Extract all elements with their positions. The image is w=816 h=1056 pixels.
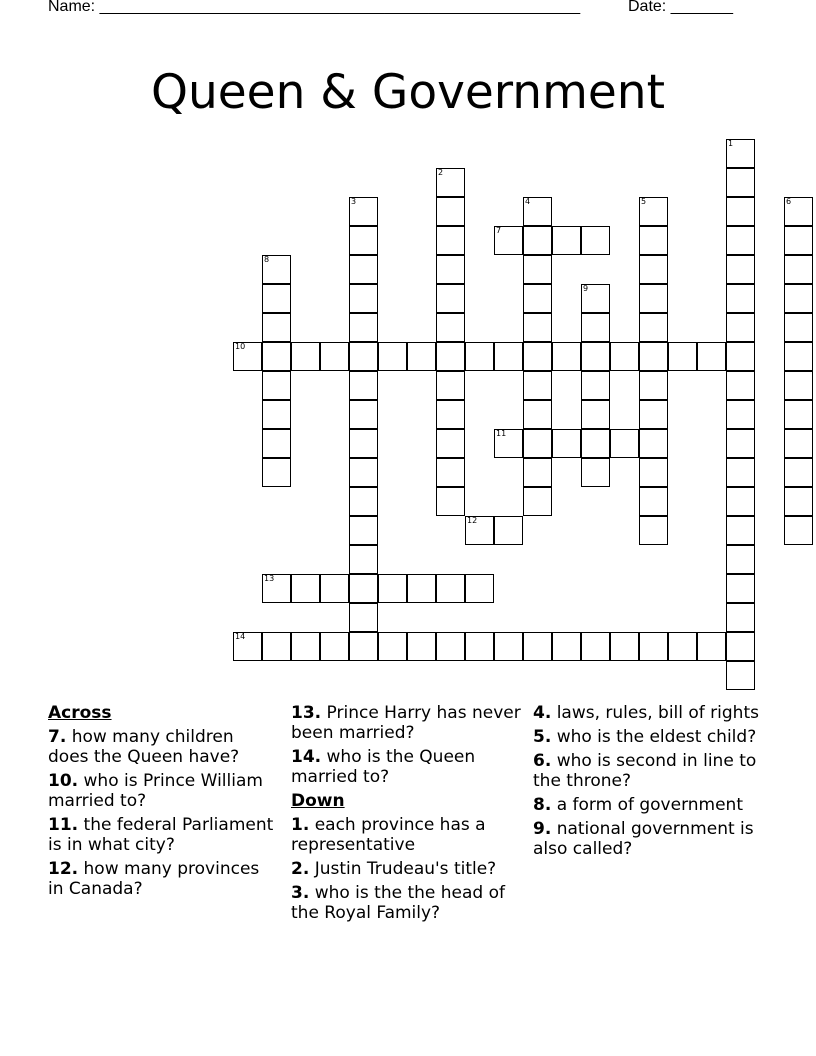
grid-cell[interactable] [639,313,668,342]
grid-cell[interactable] [523,371,552,400]
grid-cell[interactable] [262,429,291,458]
grid-cell[interactable] [784,371,813,400]
grid-cell[interactable] [726,400,755,429]
grid-cell[interactable] [523,458,552,487]
grid-cell[interactable] [639,342,668,371]
clue-number: 12. [48,859,79,879]
grid-cell[interactable] [639,516,668,545]
grid-cell[interactable] [436,574,465,603]
grid-cell[interactable] [610,342,639,371]
page-title: Queen & Government [150,65,666,121]
across-heading: Across [48,703,112,723]
grid-cell[interactable] [436,255,465,284]
grid-cell[interactable] [523,255,552,284]
grid-cell[interactable] [523,342,552,371]
grid-cell[interactable] [349,371,378,400]
clue-across-10 [48,771,278,811]
clue-text: Prince Harry has never been married? [291,703,521,743]
grid-cell[interactable] [726,487,755,516]
clue-number-label: 12 [467,516,478,525]
grid-cell[interactable] [726,516,755,545]
clue-number: 5. [533,727,552,747]
clue-text: how many children does the Queen have? [48,727,240,767]
grid-cell[interactable] [784,429,813,458]
date-field[interactable]: Date: _______ [628,0,733,15]
grid-cell[interactable] [639,284,668,313]
clue-number: 9. [533,819,552,839]
grid-cell[interactable] [349,545,378,574]
clue-number: 13. [291,703,322,723]
clue-number: 8. [533,795,552,815]
grid-cell[interactable] [349,284,378,313]
grid-cell[interactable] [552,226,581,255]
clue-text: Justin Trudeau's title? [314,859,497,879]
grid-cell[interactable] [784,313,813,342]
grid-cell[interactable] [552,632,581,661]
clue-number-label: 5 [641,197,647,206]
grid-cell[interactable] [436,226,465,255]
clue-number-label: 4 [525,197,531,206]
grid-cell[interactable] [494,342,523,371]
grid-cell[interactable] [494,632,523,661]
clue-text: laws, rules, bill of rights [556,703,759,723]
grid-cell[interactable] [784,255,813,284]
clue-number-label: 9 [583,284,589,293]
grid-cell[interactable] [784,284,813,313]
grid-cell[interactable] [726,574,755,603]
clue-number-label: 10 [235,342,246,351]
grid-cell[interactable] [610,429,639,458]
clue-number: 4. [533,703,552,723]
clue-text: who is Prince William married to? [48,771,263,811]
grid-cell[interactable] [349,487,378,516]
grid-cell[interactable] [436,168,465,197]
clue-text: who is second in line to the throne? [533,751,757,791]
grid-cell[interactable] [233,632,262,661]
grid-cell[interactable] [436,342,465,371]
grid-cell[interactable] [349,197,378,226]
clue-across-12 [48,859,278,899]
clue-down-2 [291,859,521,879]
clue-across-13 [291,703,521,743]
name-field[interactable]: Name: ______________________________________________________ [48,0,581,15]
grid-cell[interactable] [349,342,378,371]
clue-number-label: 7 [496,226,502,235]
grid-cell[interactable] [639,487,668,516]
grid-cell[interactable] [639,255,668,284]
grid-cell[interactable] [784,342,813,371]
grid-cell[interactable] [378,342,407,371]
clue-number-label: 13 [264,574,275,583]
grid-cell[interactable] [581,313,610,342]
grid-cell[interactable] [349,516,378,545]
clue-number-label: 3 [351,197,357,206]
grid-cell[interactable] [784,197,813,226]
clue-number: 6. [533,751,552,771]
clue-number-label: 8 [264,255,270,264]
clue-across-14 [291,747,521,787]
grid-cell[interactable] [465,516,494,545]
grid-cell[interactable] [262,342,291,371]
grid-cell[interactable] [436,284,465,313]
clue-down-3 [291,883,521,923]
grid-cell[interactable] [349,603,378,632]
grid-cell[interactable] [610,632,639,661]
grid-cell[interactable] [262,632,291,661]
clue-down-6 [533,751,763,791]
clue-down-1 [291,815,521,855]
grid-cell[interactable] [726,603,755,632]
grid-cell[interactable] [523,226,552,255]
grid-cell[interactable] [726,284,755,313]
grid-cell[interactable] [320,632,349,661]
grid-cell[interactable] [378,574,407,603]
grid-cell[interactable] [407,342,436,371]
grid-cell[interactable] [639,400,668,429]
grid-cell[interactable] [581,429,610,458]
grid-cell[interactable] [668,632,697,661]
grid-cell[interactable] [726,371,755,400]
grid-cell[interactable] [726,545,755,574]
grid-cell[interactable] [552,342,581,371]
grid-cell[interactable] [581,632,610,661]
grid-cell[interactable] [639,226,668,255]
clue-text: a form of government [556,795,743,815]
clue-number: 1. [291,815,310,835]
grid-cell[interactable] [262,458,291,487]
grid-cell[interactable] [581,342,610,371]
grid-cell[interactable] [552,429,581,458]
grid-cell[interactable] [726,139,755,168]
grid-cell[interactable] [262,574,291,603]
clue-down-4 [533,703,763,723]
grid-cell[interactable] [523,400,552,429]
clue-across-11 [48,815,278,855]
grid-cell[interactable] [639,197,668,226]
grid-cell[interactable] [349,574,378,603]
grid-cell[interactable] [436,458,465,487]
grid-cell[interactable] [697,342,726,371]
clue-column-2 [291,703,521,927]
grid-cell[interactable] [262,255,291,284]
grid-cell[interactable] [784,516,813,545]
clue-number: 2. [291,859,310,879]
grid-cell[interactable] [349,226,378,255]
clue-number-label: 6 [786,197,792,206]
grid-cell[interactable] [436,197,465,226]
grid-cell[interactable] [523,429,552,458]
clue-number: 7. [48,727,67,747]
grid-cell[interactable] [262,371,291,400]
grid-cell[interactable] [581,400,610,429]
grid-cell[interactable] [523,632,552,661]
grid-cell[interactable] [726,632,755,661]
clue-text: who is the eldest child? [556,727,757,747]
grid-cell[interactable] [668,342,697,371]
grid-cell[interactable] [262,400,291,429]
grid-cell[interactable] [436,400,465,429]
grid-cell[interactable] [581,371,610,400]
grid-cell[interactable] [494,226,523,255]
grid-cell[interactable] [639,429,668,458]
clue-down-8 [533,795,763,815]
grid-cell[interactable] [523,197,552,226]
grid-cell[interactable] [349,429,378,458]
grid-cell[interactable] [494,429,523,458]
grid-cell[interactable] [523,487,552,516]
grid-cell[interactable] [349,255,378,284]
grid-cell[interactable] [407,632,436,661]
grid-cell[interactable] [378,632,407,661]
grid-cell[interactable] [262,313,291,342]
clue-down-9 [533,819,763,859]
clue-text: who is the Queen married to? [291,747,476,787]
grid-cell[interactable] [726,197,755,226]
clue-number: 10. [48,771,79,791]
grid-cell[interactable] [523,313,552,342]
grid-cell[interactable] [349,400,378,429]
down-heading: Down [291,791,345,811]
clue-text: the federal Parliament is in what city? [48,815,274,855]
grid-cell[interactable] [465,342,494,371]
grid-cell[interactable] [726,226,755,255]
clue-text: national government is also called? [533,819,754,859]
grid-cell[interactable] [436,429,465,458]
grid-cell[interactable] [407,574,436,603]
grid-cell[interactable] [726,313,755,342]
grid-cell[interactable] [784,458,813,487]
grid-cell[interactable] [349,313,378,342]
grid-cell[interactable] [320,574,349,603]
grid-cell[interactable] [784,487,813,516]
grid-cell[interactable] [494,516,523,545]
clue-text: each province has a representative [291,815,486,855]
grid-cell[interactable] [465,574,494,603]
grid-cell[interactable] [349,632,378,661]
clue-number-label: 11 [496,429,507,438]
clue-down-5 [533,727,763,747]
clue-column-3 [533,703,763,863]
grid-cell[interactable] [465,632,494,661]
grid-cell[interactable] [262,284,291,313]
clue-number-label: 14 [235,632,246,641]
clue-number-label: 2 [438,168,444,177]
clue-text: who is the the head of the Royal Family? [291,883,506,923]
clue-number: 11. [48,815,79,835]
clue-text: how many provinces in Canada? [48,859,260,899]
grid-cell[interactable] [726,429,755,458]
grid-cell[interactable] [639,371,668,400]
grid-cell[interactable] [581,284,610,313]
clue-number: 3. [291,883,310,903]
grid-cell[interactable] [233,342,262,371]
grid-cell[interactable] [523,284,552,313]
grid-cell[interactable] [436,371,465,400]
grid-cell[interactable] [726,168,755,197]
grid-cell[interactable] [581,226,610,255]
grid-cell[interactable] [349,458,378,487]
clue-column-1 [48,703,278,903]
grid-cell[interactable] [784,400,813,429]
grid-cell[interactable] [291,574,320,603]
clue-number-label: 1 [728,139,734,148]
clue-number: 14. [291,747,322,767]
grid-cell[interactable] [291,632,320,661]
grid-cell[interactable] [436,632,465,661]
grid-cell[interactable] [320,342,349,371]
grid-cell[interactable] [436,487,465,516]
grid-cell[interactable] [639,632,668,661]
grid-cell[interactable] [639,458,668,487]
grid-cell[interactable] [784,226,813,255]
grid-cell[interactable] [726,342,755,371]
grid-cell[interactable] [697,632,726,661]
grid-cell[interactable] [291,342,320,371]
clue-across-7 [48,727,278,767]
grid-cell[interactable] [581,458,610,487]
grid-cell[interactable] [726,255,755,284]
grid-cell[interactable] [726,458,755,487]
grid-cell[interactable] [726,661,755,690]
grid-cell[interactable] [436,313,465,342]
